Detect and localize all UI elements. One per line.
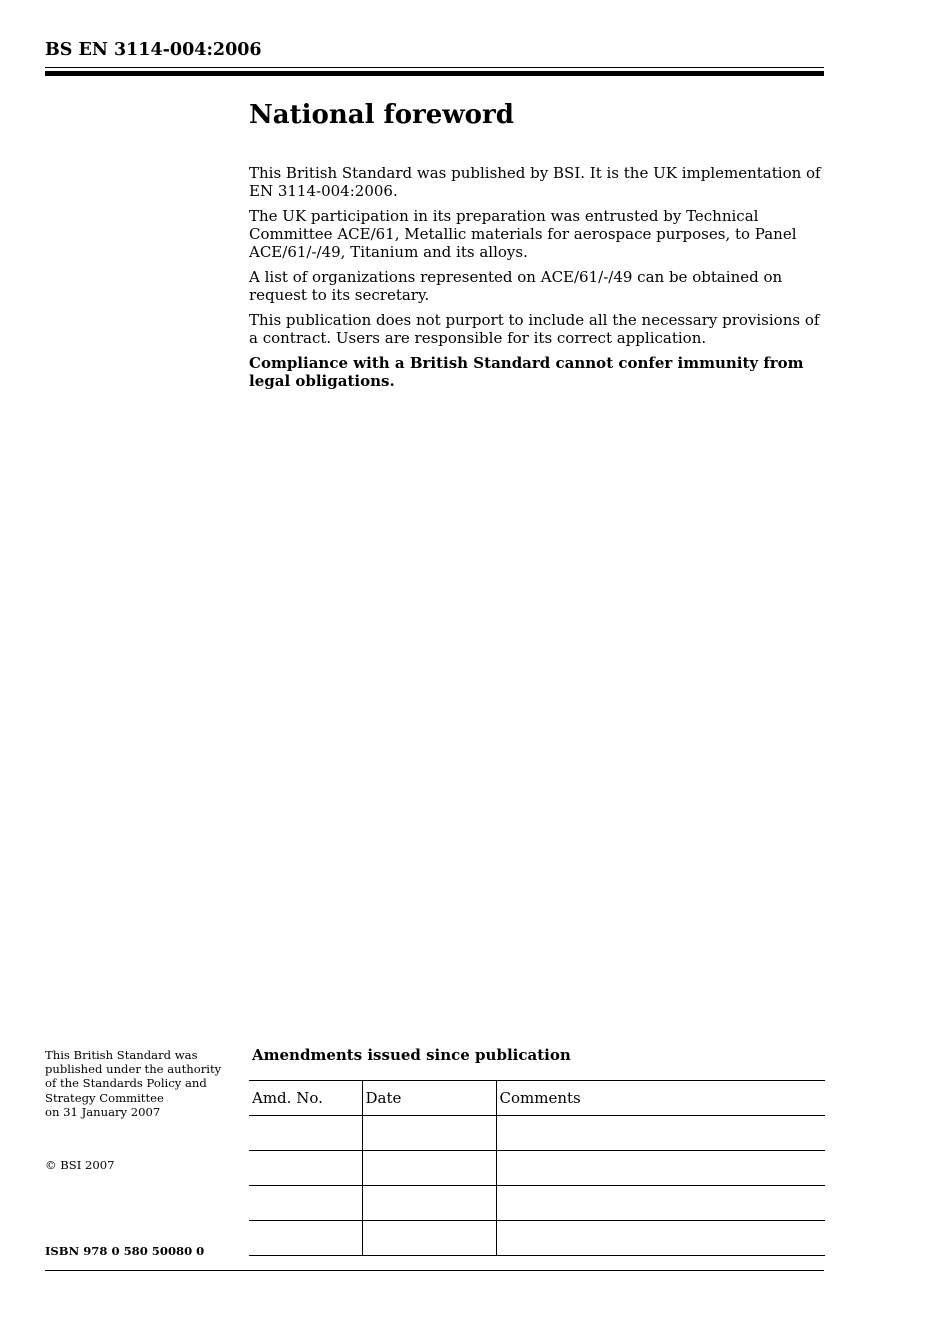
header-rule-thick xyxy=(45,71,824,76)
table-row xyxy=(249,1151,825,1186)
table-cell xyxy=(362,1151,496,1186)
publication-note-line: This British Standard was xyxy=(45,1048,198,1062)
table-row xyxy=(249,1116,825,1151)
compliance-statement: Compliance with a British Standard cannot confer immunity from legal obligations. xyxy=(249,354,804,390)
foreword-paragraph: This publication does not purport to include all the necessary provisions of a contract. Users are responsible for its correct application. xyxy=(249,311,820,347)
column-header-date: Date xyxy=(362,1081,496,1116)
publication-note xyxy=(45,1048,235,1119)
foreword-body xyxy=(249,164,827,397)
publication-note-line: of the Standards Policy and xyxy=(45,1076,207,1091)
table-cell xyxy=(362,1116,496,1151)
table-cell xyxy=(249,1221,362,1256)
column-header-comments: Comments xyxy=(496,1081,825,1116)
amendments-header-row xyxy=(249,1081,825,1116)
column-header-amd-no: Amd. No. xyxy=(249,1081,362,1116)
table-cell xyxy=(249,1186,362,1221)
amendments-table xyxy=(249,1080,825,1256)
table-cell xyxy=(362,1221,496,1256)
publication-note-line: Strategy Committee xyxy=(45,1090,164,1105)
table-cell xyxy=(496,1221,825,1256)
page-title: National foreword xyxy=(249,100,514,130)
header-rule-thin xyxy=(45,67,824,68)
table-cell xyxy=(496,1186,825,1221)
table-row xyxy=(249,1221,825,1256)
publication-note-line: on 31 January 2007 xyxy=(45,1104,161,1119)
table-cell xyxy=(362,1186,496,1221)
table-row xyxy=(249,1186,825,1221)
copyright-notice: © BSI 2007 xyxy=(45,1158,115,1172)
foreword-paragraph: The UK participation in its preparation was entrusted by Technical Committee ACE/61, Metallic materials for aerospace purposes, to Panel ACE/61/-/49, Titanium and its alloys. xyxy=(249,207,797,261)
table-cell xyxy=(496,1151,825,1186)
publication-note-line: published under the authority xyxy=(45,1062,222,1077)
standard-code: BS EN 3114-004:2006 xyxy=(45,40,262,60)
table-cell xyxy=(496,1116,825,1151)
amendments-title: Amendments issued since publication xyxy=(252,1046,571,1064)
foreword-paragraph: This British Standard was published by BSI. It is the UK implementation of EN 3114-004:2006. xyxy=(249,164,821,200)
table-cell xyxy=(249,1151,362,1186)
table-cell xyxy=(249,1116,362,1151)
foreword-paragraph: A list of organizations represented on ACE/61/-/49 can be obtained on request to its secretary. xyxy=(249,268,783,304)
footer-rule xyxy=(45,1270,824,1271)
isbn: ISBN 978 0 580 50080 0 xyxy=(45,1244,205,1258)
